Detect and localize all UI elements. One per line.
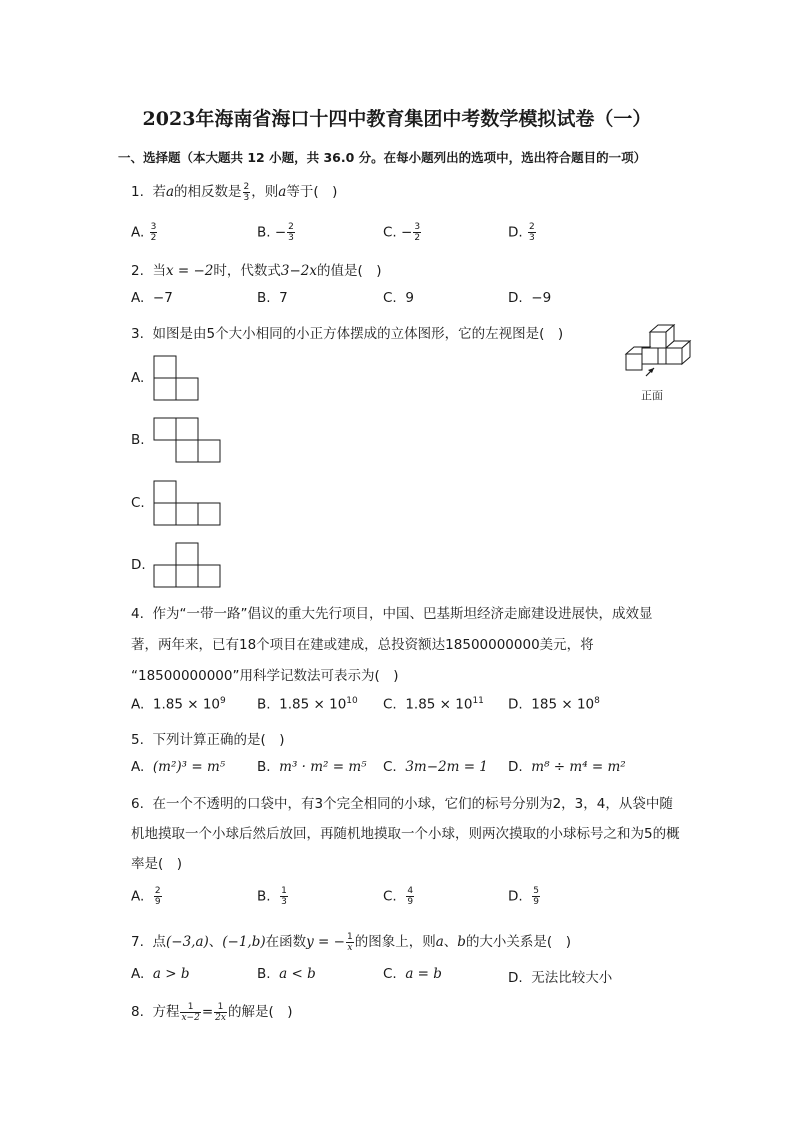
option-a[interactable]: A. $\frac{2}{9}$	[131, 886, 161, 907]
question-6-line-3: 率是( )	[131, 856, 183, 872]
question-number: 1.	[131, 184, 144, 200]
option-b[interactable]: B. $1.85 \times 10^{10}$	[257, 696, 358, 713]
option-d[interactable]: D. 无法比较大小	[508, 970, 613, 986]
option-a[interactable]: A. (m²)³ = m⁵	[131, 759, 226, 775]
option-b-label[interactable]: B.	[131, 432, 145, 448]
fraction: $\frac{2}{3}$	[243, 181, 250, 203]
option-c[interactable]: C. $1.85 \times 10^{11}$	[383, 696, 484, 713]
option-c[interactable]: C. − $\frac{3}{2}$	[383, 222, 421, 243]
option-d[interactable]: D. $\frac{2}{3}$	[508, 222, 535, 243]
option-c[interactable]: C. $\frac{4}{9}$	[383, 886, 414, 907]
option-c-figure[interactable]	[153, 480, 223, 526]
option-c[interactable]: C. a = b	[383, 966, 442, 982]
option-d[interactable]: D. −9	[508, 290, 552, 306]
option-b[interactable]: B. 7	[257, 290, 288, 306]
question-4: 4. 作为“一带一路”倡议的重大先行项目，中国、巴基斯坦经济走廊建设进展快，成效显	[131, 606, 653, 622]
option-a[interactable]: A. $\frac{3}{2}$	[131, 222, 157, 243]
question-6-line-2: 机地摸取一个小球后然后放回，再随机地摸取一个小球，则两次摸取的小球标号之和为5的概	[131, 826, 680, 842]
option-d-figure[interactable]	[153, 542, 223, 588]
option-a[interactable]: A. −7	[131, 290, 173, 306]
page-title: 2023年海南省海口十四中教育集团中考数学模拟试卷（一）	[142, 108, 652, 130]
option-d[interactable]: D. m⁸ ÷ m⁴ = m²	[508, 759, 626, 775]
option-c-label[interactable]: C.	[131, 495, 145, 511]
option-a-figure[interactable]	[153, 355, 201, 401]
question-8: 8. 方程 $\frac{1}{x-2}$ = $\frac{1}{2x}$ 的解是( )	[131, 1001, 293, 1023]
option-b[interactable]: B. m³ · m² = m⁵	[257, 759, 367, 775]
question-3: 3. 如图是由5个大小相同的小正方体摆成的立体图形，它的左视图是( )	[131, 326, 564, 342]
front-label: 正面	[641, 389, 663, 402]
option-d[interactable]: D. $\frac{5}{9}$	[508, 886, 540, 907]
option-b-figure[interactable]	[153, 417, 223, 463]
question-4-line-3: “18500000000”用科学记数法可表示为( )	[131, 668, 399, 684]
section-header: 一、选择题（本大题共 12 小题，共 36.0 分。在每小题列出的选项中，选出符合题目的一项）	[118, 150, 647, 165]
option-d[interactable]: D. $185 \times 10^8$	[508, 696, 600, 713]
question-6: 6. 在一个不透明的口袋中，有3个完全相同的小球，它们的标号分别为2，3，4，从袋中随	[131, 796, 673, 812]
option-a[interactable]: A. $1.85 \times 10^9$	[131, 696, 226, 713]
option-c[interactable]: C. 9	[383, 290, 414, 306]
option-b[interactable]: B. a < b	[257, 966, 316, 982]
question-2: 2. 当x = −2时，代数式3−2x的值是( )	[131, 263, 382, 279]
option-b[interactable]: B. $\frac{1}{3}$	[257, 886, 287, 907]
question-4-line-2: 著，两年来，已有18个项目在建或建成，总投资额达18500000000美元，将	[131, 637, 594, 653]
option-d-label[interactable]: D.	[131, 557, 146, 573]
option-a-label[interactable]: A.	[131, 370, 145, 386]
question-5: 5. 下列计算正确的是( )	[131, 732, 285, 748]
option-a[interactable]: A. a > b	[131, 966, 190, 982]
option-b[interactable]: B. − $\frac{2}{3}$	[257, 222, 294, 243]
option-c[interactable]: C. 3m−2m = 1	[383, 759, 488, 775]
question-7: 7. 点(−3,a)、(−1,b)在函数y = − $\frac{1}{x}$ 的图象上，则a、b的大小关系是( )	[131, 931, 571, 953]
question-1: 1. 若a的相反数是 $\frac{2}{3}$ ，则a等于( )	[131, 181, 338, 203]
solid-figure	[624, 324, 696, 384]
